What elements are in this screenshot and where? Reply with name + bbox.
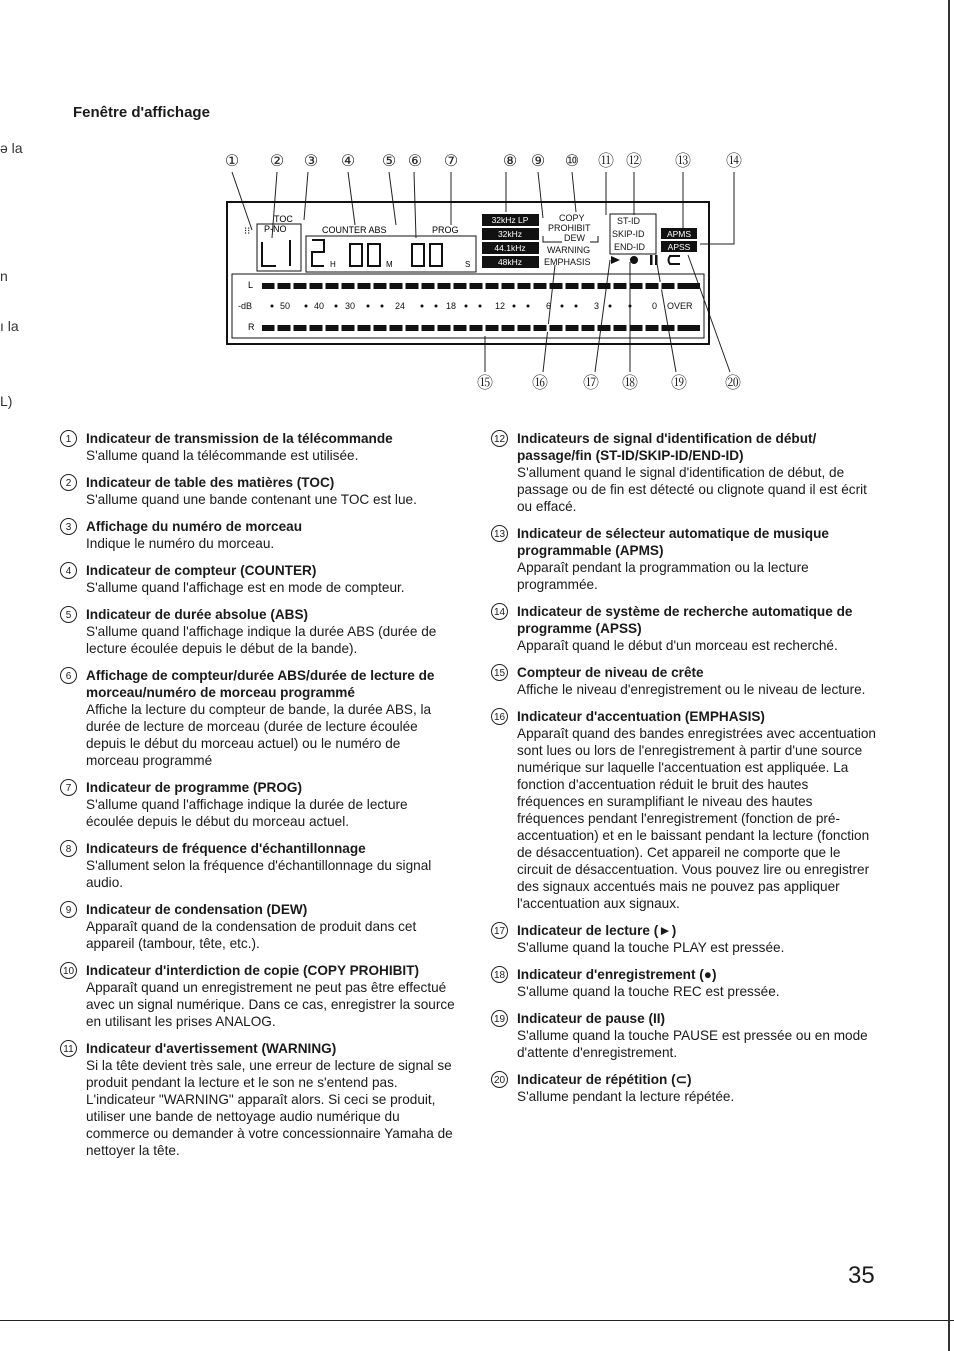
- item-heading: Indicateur de table des matières (TOC): [86, 475, 335, 490]
- list-item: [491, 430, 876, 515]
- page-number: 35: [848, 1262, 875, 1289]
- callout-19: ⑲: [670, 375, 688, 392]
- end-id-label: END-ID: [614, 242, 645, 252]
- callout-2: ②: [269, 153, 285, 170]
- scale-3: 3: [594, 301, 600, 311]
- list-item: [491, 1010, 876, 1061]
- item-heading: Indicateur d'interdiction de copie (COPY PROHIBIT): [86, 963, 420, 978]
- item-body: S'allume quand l'affichage est en mode de compteur.: [86, 580, 405, 595]
- item-number: 4: [60, 562, 77, 579]
- db-label: -dB: [238, 301, 253, 311]
- item-heading: Indicateur de programme (PROG): [86, 780, 303, 795]
- item-number: 19: [491, 1010, 508, 1027]
- callout-1: ①: [224, 153, 240, 170]
- list-item: [60, 606, 455, 657]
- item-number: 18: [491, 966, 508, 983]
- callout-18: ⑱: [621, 375, 639, 392]
- list-item: [60, 667, 455, 769]
- item-number: 16: [491, 708, 508, 725]
- display-diagram: [210, 140, 750, 395]
- item-heading: Indicateur d'accentuation (EMPHASIS): [517, 709, 765, 724]
- item-heading: Affichage du numéro de morceau: [86, 519, 303, 534]
- list-item: [491, 603, 876, 654]
- scale-6: 6: [546, 301, 552, 311]
- item-heading: Indicateur d'enregistrement (●): [517, 967, 717, 982]
- list-item: [491, 525, 876, 593]
- right-channel-label: R: [248, 322, 255, 332]
- item-heading: Indicateur de transmission de la télécommande: [86, 431, 393, 446]
- scale-50: 50: [280, 301, 291, 311]
- list-item: [491, 922, 876, 956]
- list-item: [491, 664, 876, 698]
- item-heading: Indicateur de pause (II): [517, 1011, 666, 1026]
- item-heading: Indicateurs de signal d'identification de début/ passage/fin (ST-ID/SKIP-ID/END-ID): [517, 431, 817, 463]
- right-column: [491, 430, 876, 1115]
- margin-fragment: L): [0, 393, 13, 409]
- item-number: 6: [60, 667, 77, 684]
- callout-13: ⑬: [674, 153, 692, 170]
- emphasis-label: EMPHASIS: [544, 257, 591, 267]
- item-body: Indique le numéro du morceau.: [86, 536, 275, 551]
- counter-abs-label: COUNTER ABS: [322, 225, 387, 235]
- item-body: S'allume quand la touche PLAY est pressée.: [517, 940, 785, 955]
- item-body: Si la tête devient très sale, une erreur de lecture de signal se produit pendant la lecture et le son ne s'entend pas. L'indicateur "WARNING" apparaît alors. Si ceci se produit, utiliser une bande de nettoyage audio numérique du commerce ou demander à votre concessionnaire Yamaha de nettoyer la tête.: [86, 1058, 453, 1158]
- item-heading: Indicateur de compteur (COUNTER): [86, 563, 317, 578]
- left-column: [60, 430, 455, 1169]
- list-item: [60, 901, 455, 952]
- callout-16: ⑯: [531, 375, 549, 392]
- item-heading: Indicateur de répétition (⊂): [517, 1072, 692, 1087]
- toc-label: TOC: [274, 214, 293, 224]
- item-number: 5: [60, 606, 77, 623]
- margin-fragment: ı la: [0, 318, 19, 334]
- page-edge-rule: [948, 0, 950, 1351]
- list-item: [491, 966, 876, 1000]
- item-number: 7: [60, 779, 77, 796]
- scale-12: 12: [495, 301, 506, 311]
- skip-id-label: SKIP-ID: [612, 229, 645, 239]
- section-title: Fenêtre d'affichage: [73, 104, 210, 121]
- pno-label: P-NO: [264, 224, 287, 234]
- item-number: 20: [491, 1071, 508, 1088]
- seconds-label: S: [465, 260, 471, 269]
- callout-20: ⑳: [724, 375, 742, 392]
- item-body: S'allume pendant la lecture répétée.: [517, 1089, 735, 1104]
- item-heading: Affichage de compteur/durée ABS/durée de lecture de morceau/numéro de morceau programmé: [86, 668, 435, 700]
- list-item: [491, 708, 876, 912]
- scale-40: 40: [314, 301, 325, 311]
- item-heading: Indicateur d'avertissement (WARNING): [86, 1041, 337, 1056]
- item-number: 11: [60, 1040, 77, 1057]
- scale-0: 0: [652, 301, 658, 311]
- prog-label: PROG: [432, 225, 459, 235]
- repeat-icon: [669, 256, 681, 264]
- item-number: 12: [491, 430, 508, 447]
- callout-6: ⑥: [407, 153, 423, 170]
- left-channel-label: L: [248, 280, 254, 290]
- list-item: [60, 779, 455, 830]
- item-body: Apparaît quand de la condensation de produit dans cet appareil (tambour, tête, etc.).: [86, 919, 417, 951]
- callout-12: ⑫: [625, 153, 643, 170]
- copy-label: COPY: [559, 213, 585, 223]
- apms-label: APMS: [666, 229, 692, 239]
- item-body: S'allument selon la fréquence d'échantillonnage du signal audio.: [86, 858, 432, 890]
- item-number: 8: [60, 840, 77, 857]
- item-heading: Indicateur de condensation (DEW): [86, 902, 308, 917]
- list-item: [60, 840, 455, 891]
- dew-label: DEW: [564, 233, 585, 243]
- item-number: 14: [491, 603, 508, 620]
- over-label: OVER: [667, 301, 693, 311]
- item-body: S'allument quand le signal d'identification de début, de passage ou de fin est détecté ou clignote quand il est écrit ou effacé.: [517, 465, 867, 514]
- list-item: [60, 1040, 455, 1159]
- callout-11: ⑪: [597, 153, 615, 170]
- item-number: 17: [491, 922, 508, 939]
- callout-8: ⑧: [502, 153, 518, 170]
- item-number: 10: [60, 962, 77, 979]
- callout-7: ⑦: [443, 153, 459, 170]
- hours-label: H: [330, 260, 336, 269]
- scale-24: 24: [395, 301, 406, 311]
- freq-32khz: 32kHz: [497, 229, 523, 239]
- item-body: Affiche le niveau d'enregistrement ou le niveau de lecture.: [517, 682, 866, 697]
- item-body: Affiche la lecture du compteur de bande, la durée ABS, la durée de lecture de morceau (durée de lecture écoulée depuis le début du morceau actuel) ou le numéro de morceau programmé: [86, 702, 432, 768]
- callout-10: ⑩: [564, 153, 580, 170]
- item-body: Apparaît pendant la programmation ou la lecture programmée.: [517, 560, 809, 592]
- play-icon: [611, 256, 620, 264]
- scale-30: 30: [345, 301, 356, 311]
- item-heading: Indicateur de sélecteur automatique de musique programmable (APMS): [517, 526, 829, 558]
- bottom-rule: [0, 1320, 954, 1321]
- item-number: 3: [60, 518, 77, 535]
- item-body: S'allume quand l'affichage indique la durée ABS (durée de lecture écoulée depuis le début de la bande).: [86, 624, 437, 656]
- margin-fragment: ə la: [0, 140, 23, 156]
- item-heading: Indicateur de durée absolue (ABS): [86, 607, 309, 622]
- freq-48khz: 48kHz: [497, 257, 523, 267]
- callout-15: ⑮: [476, 375, 494, 392]
- item-body: S'allume quand la télécommande est utilisée.: [86, 448, 359, 463]
- item-body: Apparaît quand un enregistrement ne peut pas être effectué avec un signal numérique. Dans ce cas, enregistrer la source en utilisant les prises ANALOG.: [86, 980, 455, 1029]
- pause-icon: [650, 255, 653, 265]
- callout-17: ⑰: [582, 375, 600, 392]
- minutes-label: M: [386, 260, 393, 269]
- item-heading: Compteur de niveau de crête: [517, 665, 704, 680]
- item-body: Apparaît quand des bandes enregistrées avec accentuation sont lues ou lors de l'enregistrement à partir d'une source numérique sur laquelle l'accentuation est appliquée. La fonction d'accentuation réduit le bruit des hautes fréquences en suramplifiant le niveau des hautes fréquences pendant l'enregistrement (fonction de pré-accentuation) et en le baissant pendant la lecture (fonction de désaccentuation). Cet appareil ne comporte que le circuit de désaccentuation. Vous pouvez lire ou enregistrer des signaux accentués mais ne pouvez pas appliquer l'accentuation aux signaux.: [517, 726, 876, 911]
- list-item: [60, 518, 455, 552]
- callout-14: ⑭: [725, 153, 743, 170]
- list-item: [491, 1071, 876, 1105]
- item-body: S'allume quand la touche REC est pressée.: [517, 984, 780, 999]
- list-item: [60, 474, 455, 508]
- item-number: 1: [60, 430, 77, 447]
- item-heading: Indicateur de système de recherche automatique de programme (APSS): [517, 604, 853, 636]
- item-number: 13: [491, 525, 508, 542]
- record-icon: [630, 256, 638, 264]
- item-number: 15: [491, 664, 508, 681]
- track-number-digits: [262, 240, 290, 266]
- list-item: [60, 962, 455, 1030]
- callout-9: ⑨: [530, 153, 546, 170]
- item-body: S'allume quand l'affichage indique la durée de lecture écoulée depuis le début du morceau actuel.: [86, 797, 408, 829]
- st-id-label: ST-ID: [617, 216, 641, 226]
- freq-32khz-lp: 32kHz LP: [491, 215, 529, 225]
- item-heading: Indicateurs de fréquence d'échantillonnage: [86, 841, 366, 856]
- remote-indicator-icon: ⁝⁝: [244, 226, 251, 237]
- margin-fragment: n: [0, 268, 8, 284]
- item-body: Apparaît quand le début d'un morceau est recherché.: [517, 638, 838, 653]
- freq-44khz: 44.1kHz: [494, 243, 526, 253]
- scale-18: 18: [446, 301, 457, 311]
- list-item: [60, 562, 455, 596]
- callout-4: ④: [340, 153, 356, 170]
- item-body: S'allume quand la touche PAUSE est pressée ou en mode d'attente d'enregistrement.: [517, 1028, 868, 1060]
- apss-label: APSS: [667, 242, 691, 252]
- list-item: [60, 430, 455, 464]
- callout-5: ⑤: [381, 153, 397, 170]
- prohibit-label: PROHIBIT: [548, 223, 591, 233]
- item-heading: Indicateur de lecture (►): [517, 923, 677, 938]
- callout-3: ③: [303, 153, 319, 170]
- warning-label: WARNING: [547, 245, 591, 255]
- item-number: 9: [60, 901, 77, 918]
- item-body: S'allume quand une bande contenant une TOC est lue.: [86, 492, 417, 507]
- item-number: 2: [60, 474, 77, 491]
